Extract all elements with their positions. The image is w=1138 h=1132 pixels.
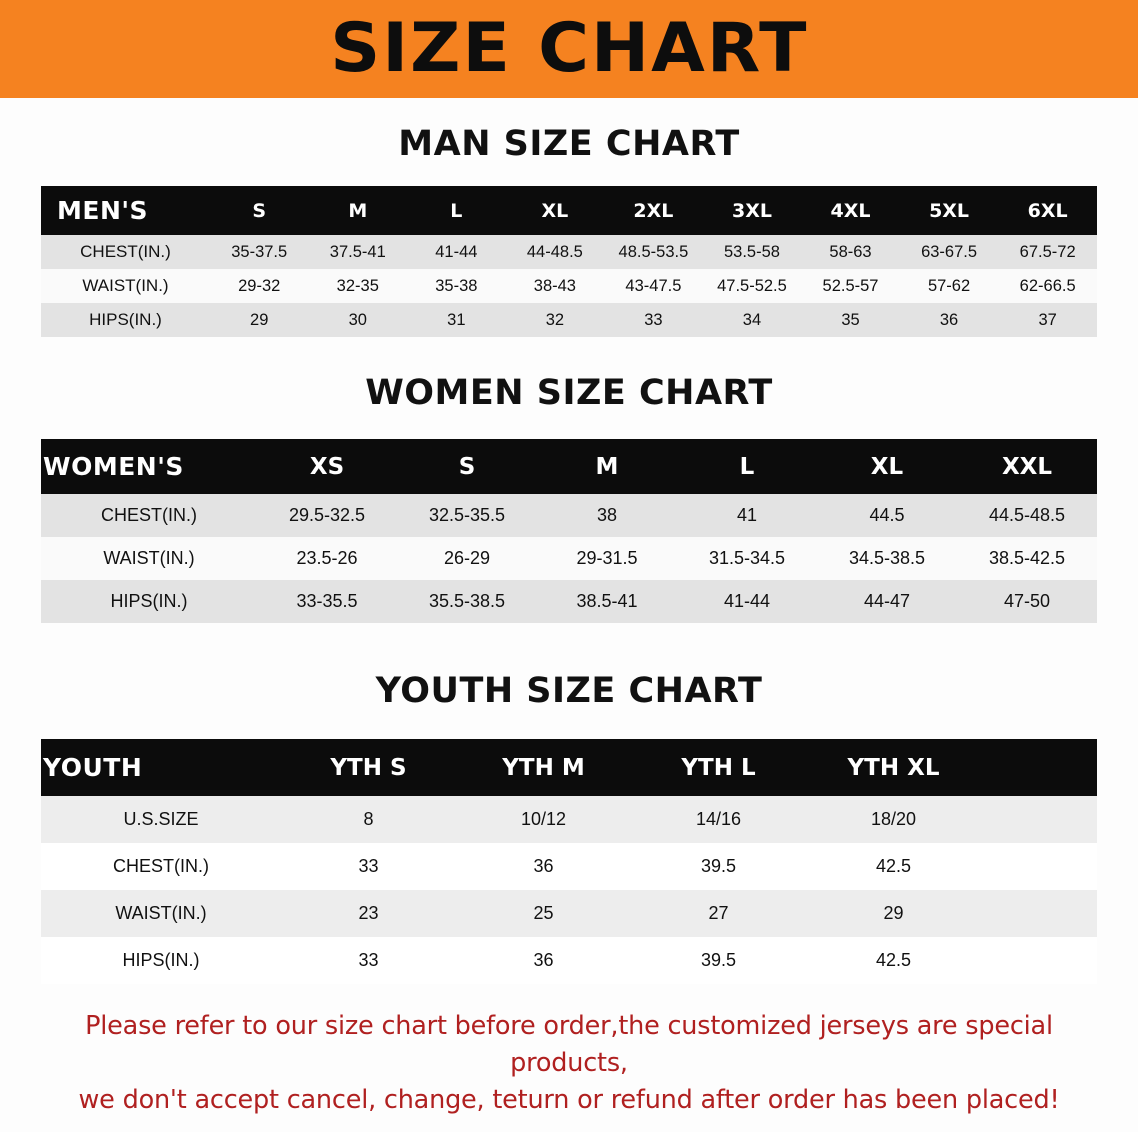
youth-cell-3-3: 42.5 <box>806 937 981 984</box>
men-cell-2-3: 32 <box>506 303 605 337</box>
table-row <box>41 580 1097 623</box>
youth-cell-0-2: 14/16 <box>631 796 806 843</box>
men-cell-2-0: 29 <box>210 303 309 337</box>
youth-cell-0-3: 18/20 <box>806 796 981 843</box>
women-cell-2-3: 41-44 <box>677 580 817 623</box>
table-row <box>41 303 1097 337</box>
youth-size-table <box>41 739 1097 984</box>
women-cell-1-2: 29-31.5 <box>537 537 677 580</box>
women-cell-2-2: 38.5-41 <box>537 580 677 623</box>
women-cell-1-3: 31.5-34.5 <box>677 537 817 580</box>
youth-cell-2-spacer <box>981 890 1097 937</box>
table-row <box>41 235 1097 269</box>
men-col-4: 2XL <box>604 186 703 235</box>
men-cell-2-4: 33 <box>604 303 703 337</box>
men-col-2: L <box>407 186 506 235</box>
men-cell-2-7: 36 <box>900 303 999 337</box>
youth-cell-3-2: 39.5 <box>631 937 806 984</box>
disclaimer-line-1: Please refer to our size chart before order,the customized jerseys are special products, <box>85 1011 1053 1078</box>
youth-cell-2-3: 29 <box>806 890 981 937</box>
youth-cell-2-0: 23 <box>281 890 456 937</box>
men-row-1-label: WAIST(IN.) <box>41 269 210 303</box>
men-cell-1-6: 52.5-57 <box>801 269 900 303</box>
man-section-title: MAN SIZE CHART <box>398 124 740 164</box>
disclaimer-note <box>41 1008 1097 1119</box>
men-cell-0-0: 35-37.5 <box>210 235 309 269</box>
youth-col-3: YTH XL <box>806 739 981 796</box>
men-cell-2-1: 30 <box>309 303 408 337</box>
youth-section-title: YOUTH SIZE CHART <box>375 671 763 711</box>
table-header-row <box>41 439 1097 494</box>
youth-cell-1-1: 36 <box>456 843 631 890</box>
men-cell-1-8: 62-66.5 <box>998 269 1097 303</box>
youth-col-0: YTH S <box>281 739 456 796</box>
table-row <box>41 494 1097 537</box>
youth-col-1: YTH M <box>456 739 631 796</box>
disclaimer-line-2: we don't accept cancel, change, teturn or refund after order has been placed! <box>78 1084 1060 1115</box>
men-cell-2-2: 31 <box>407 303 506 337</box>
women-col-0: XS <box>257 439 397 494</box>
men-cell-0-8: 67.5-72 <box>998 235 1097 269</box>
table-row <box>41 890 1097 937</box>
men-col-6: 4XL <box>801 186 900 235</box>
women-col-3: L <box>677 439 817 494</box>
women-cell-0-0: 29.5-32.5 <box>257 494 397 537</box>
women-col-5: XXL <box>957 439 1097 494</box>
youth-cell-0-spacer <box>981 796 1097 843</box>
women-cell-1-1: 26-29 <box>397 537 537 580</box>
men-cell-0-1: 37.5-41 <box>309 235 408 269</box>
women-cell-1-0: 23.5-26 <box>257 537 397 580</box>
men-cell-2-8: 37 <box>998 303 1097 337</box>
man-size-table <box>41 186 1097 337</box>
women-size-table <box>41 439 1097 623</box>
women-col-1: S <box>397 439 537 494</box>
men-cell-1-0: 29-32 <box>210 269 309 303</box>
women-cell-2-1: 35.5-38.5 <box>397 580 537 623</box>
youth-cell-3-spacer <box>981 937 1097 984</box>
table-row <box>41 537 1097 580</box>
men-cell-2-6: 35 <box>801 303 900 337</box>
men-col-3: XL <box>506 186 605 235</box>
men-col-0: S <box>210 186 309 235</box>
youth-cell-0-1: 10/12 <box>456 796 631 843</box>
youth-row-3-label: HIPS(IN.) <box>41 937 281 984</box>
youth-cell-1-3: 42.5 <box>806 843 981 890</box>
women-cell-2-0: 33-35.5 <box>257 580 397 623</box>
men-col-7: 5XL <box>900 186 999 235</box>
youth-row-1-label: CHEST(IN.) <box>41 843 281 890</box>
women-col-4: XL <box>817 439 957 494</box>
men-cell-0-5: 53.5-58 <box>703 235 802 269</box>
men-col-5: 3XL <box>703 186 802 235</box>
women-cell-0-3: 41 <box>677 494 817 537</box>
table-row <box>41 269 1097 303</box>
table-header-row <box>41 739 1097 796</box>
youth-cell-1-spacer <box>981 843 1097 890</box>
youth-cell-2-2: 27 <box>631 890 806 937</box>
women-row-2-label: HIPS(IN.) <box>41 580 257 623</box>
men-cell-0-2: 41-44 <box>407 235 506 269</box>
women-cell-0-5: 44.5-48.5 <box>957 494 1097 537</box>
women-cell-1-5: 38.5-42.5 <box>957 537 1097 580</box>
women-section-title: WOMEN SIZE CHART <box>365 373 773 413</box>
youth-cell-1-0: 33 <box>281 843 456 890</box>
men-cell-1-7: 57-62 <box>900 269 999 303</box>
youth-row-2-label: WAIST(IN.) <box>41 890 281 937</box>
youth-cell-0-0: 8 <box>281 796 456 843</box>
page-banner <box>0 0 1138 98</box>
men-header-label: MEN'S <box>41 186 210 235</box>
men-cell-1-2: 35-38 <box>407 269 506 303</box>
women-cell-0-1: 32.5-35.5 <box>397 494 537 537</box>
men-cell-0-4: 48.5-53.5 <box>604 235 703 269</box>
men-col-1: M <box>309 186 408 235</box>
youth-col-spacer <box>981 739 1097 796</box>
table-row <box>41 937 1097 984</box>
youth-cell-2-1: 25 <box>456 890 631 937</box>
men-cell-2-5: 34 <box>703 303 802 337</box>
women-cell-1-4: 34.5-38.5 <box>817 537 957 580</box>
table-row <box>41 796 1097 843</box>
women-col-2: M <box>537 439 677 494</box>
youth-col-2: YTH L <box>631 739 806 796</box>
youth-header-label: YOUTH <box>41 739 281 796</box>
men-cell-0-3: 44-48.5 <box>506 235 605 269</box>
men-cell-1-5: 47.5-52.5 <box>703 269 802 303</box>
youth-cell-1-2: 39.5 <box>631 843 806 890</box>
men-col-8: 6XL <box>998 186 1097 235</box>
women-cell-2-4: 44-47 <box>817 580 957 623</box>
youth-cell-3-0: 33 <box>281 937 456 984</box>
men-row-2-label: HIPS(IN.) <box>41 303 210 337</box>
men-cell-0-7: 63-67.5 <box>900 235 999 269</box>
page-title: SIZE CHART <box>329 9 809 88</box>
men-cell-0-6: 58-63 <box>801 235 900 269</box>
men-cell-1-4: 43-47.5 <box>604 269 703 303</box>
women-cell-0-4: 44.5 <box>817 494 957 537</box>
youth-cell-3-1: 36 <box>456 937 631 984</box>
women-cell-0-2: 38 <box>537 494 677 537</box>
youth-row-0-label: U.S.SIZE <box>41 796 281 843</box>
table-row <box>41 843 1097 890</box>
men-cell-1-3: 38-43 <box>506 269 605 303</box>
men-row-0-label: CHEST(IN.) <box>41 235 210 269</box>
table-header-row <box>41 186 1097 235</box>
women-row-0-label: CHEST(IN.) <box>41 494 257 537</box>
women-cell-2-5: 47-50 <box>957 580 1097 623</box>
women-header-label: WOMEN'S <box>41 439 257 494</box>
women-row-1-label: WAIST(IN.) <box>41 537 257 580</box>
men-cell-1-1: 32-35 <box>309 269 408 303</box>
